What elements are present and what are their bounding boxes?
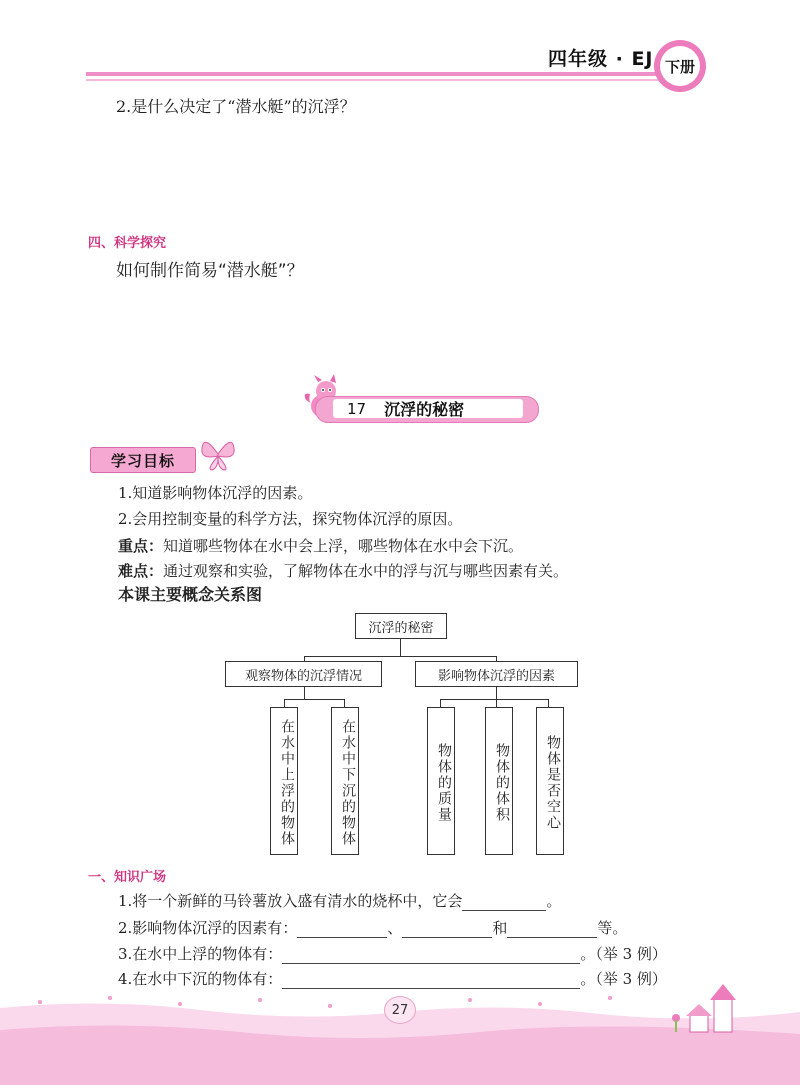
fill-question-3-text: 3.在水中上浮的物体有： <box>118 945 283 963</box>
lesson-banner-inner <box>333 399 523 418</box>
fill-question-4-end: 。（举 3 例） <box>580 970 667 988</box>
difficulty-label: 难点： <box>118 562 164 580</box>
header-rule-thin <box>86 79 670 81</box>
difficulty-text: 通过观察和实验，了解物体在水中的浮与沉与哪些因素有关。 <box>163 562 569 580</box>
answer-blank[interactable] <box>282 972 580 989</box>
fill-question-2-sep2: 和 <box>492 919 508 937</box>
connector <box>284 699 344 700</box>
fill-question-4-text: 4.在水中下沉的物体有： <box>118 970 283 988</box>
connector <box>304 687 305 699</box>
volume-badge <box>654 40 706 92</box>
fill-question-1-text: 1.将一个新鲜的马铃薯放入盛有清水的烧杯中，它会 <box>118 892 463 910</box>
butterfly-icon <box>198 434 238 472</box>
fill-question-1-end: 。 <box>546 892 562 910</box>
grade-label: 四年级 · EJ <box>548 48 654 70</box>
goal-item-1: 1.知道影响物体沉浮的因素。 <box>118 484 313 502</box>
concept-map-title: 本课主要概念关系图 <box>118 585 263 604</box>
connector <box>496 699 497 707</box>
connector <box>440 699 548 700</box>
key-point-text: 知道哪些物体在水中会上浮，哪些物体在水中会下沉。 <box>163 537 524 555</box>
difficulty-point <box>118 560 568 581</box>
connector <box>496 687 497 699</box>
section-4-title: 四、科学探究 <box>88 236 167 251</box>
fill-question-4 <box>118 968 667 989</box>
section-1-title: 一、知识广场 <box>88 870 167 885</box>
answer-blank[interactable] <box>402 921 492 938</box>
connector <box>344 699 345 707</box>
section-4-text: 如何制作简易“潜水艇”？ <box>116 261 304 281</box>
fill-question-3-end: 。（举 3 例） <box>580 945 667 963</box>
fill-question-2 <box>118 917 627 938</box>
answer-blank[interactable] <box>282 947 580 964</box>
connector <box>548 699 549 707</box>
house-decoration-icon <box>668 984 748 1034</box>
lesson-title: 沉浮的秘密 <box>384 400 465 419</box>
concept-leaf-floating: 在水中上浮的物体 <box>270 707 298 855</box>
connector <box>304 656 496 657</box>
answer-blank[interactable] <box>297 921 387 938</box>
concept-leaf-mass: 物体的质量 <box>427 707 455 855</box>
concept-root: 沉浮的秘密 <box>355 613 447 639</box>
fill-question-3 <box>118 943 667 964</box>
fill-question-2-text: 2.影响物体沉浮的因素有： <box>118 919 298 937</box>
volume-label: 下册 <box>660 46 700 86</box>
concept-right: 影响物体沉浮的因素 <box>415 661 578 687</box>
study-goals-label: 学习目标 <box>90 447 196 473</box>
key-point <box>118 535 523 556</box>
fill-question-1 <box>118 890 561 911</box>
concept-leaf-volume: 物体的体积 <box>485 707 513 855</box>
goal-item-2: 2.会用控制变量的科学方法，探究物体沉浮的原因。 <box>118 510 463 528</box>
fill-question-2-end: 等。 <box>597 919 628 937</box>
header-rule <box>86 72 670 76</box>
answer-blank[interactable] <box>507 921 597 938</box>
connector <box>400 639 401 657</box>
key-point-label: 重点： <box>118 537 164 555</box>
connector <box>284 699 285 707</box>
page-number: 27 <box>384 996 416 1024</box>
concept-left: 观察物体的沉浮情况 <box>225 661 382 687</box>
question-2: 2.是什么决定了“潜水艇”的沉浮？ <box>116 97 356 116</box>
answer-blank[interactable] <box>462 894 546 911</box>
concept-leaf-hollow: 物体是否空心 <box>536 707 564 855</box>
concept-leaf-sinking: 在水中下沉的物体 <box>331 707 359 855</box>
fill-question-2-sep1: 、 <box>387 919 403 937</box>
lesson-number: 17 <box>347 399 367 418</box>
connector <box>440 699 441 707</box>
